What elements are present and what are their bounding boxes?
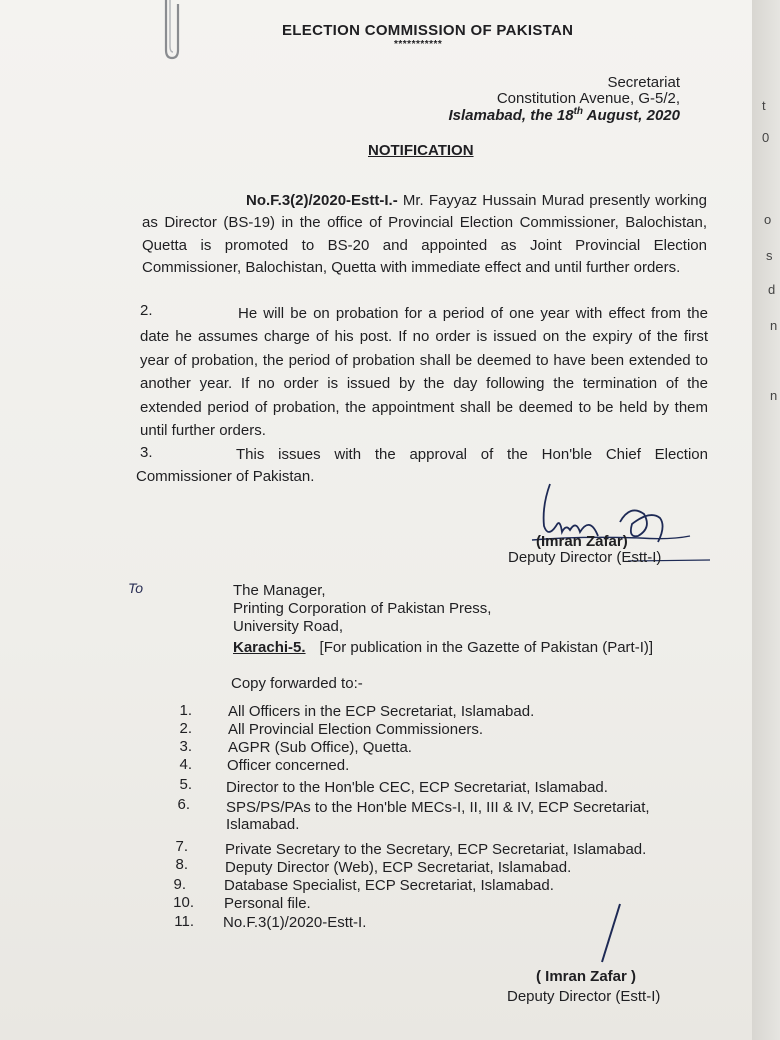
address-line-1: Secretariat xyxy=(607,74,680,91)
copy-item-number: 3. xyxy=(179,738,192,755)
copy-item-continued: Islamabad. xyxy=(226,816,300,833)
recipient-line-3: University Road, xyxy=(233,618,344,635)
paragraph-2-number: 2. xyxy=(140,302,153,319)
copy-item-number: 8. xyxy=(175,856,188,873)
copy-item: Private Secretary to the Secretary, ECP Secretariat, Islamabad. xyxy=(225,841,647,858)
reference-number: No.F.3(2)/2020-Estt-I.- xyxy=(246,192,398,209)
paper-clip-icon xyxy=(160,0,184,62)
paragraph-2: He will be on probation for a period of one year with effect from the date he assumes charge of his post. If no order is issued on the expiry of the first year of probation, the period of probation shall be deemed to have been extended to another year. If no order is issued by the day following the termination of the extended period of probation, the appointment shall be deemed to be held by them until further orders. xyxy=(140,305,708,440)
edge-mark: t xyxy=(762,98,766,113)
copy-forwarded-label: Copy forwarded to:- xyxy=(231,675,363,692)
signature-1-designation: Deputy Director (Estt-I) xyxy=(508,549,662,566)
adjacent-page-edge xyxy=(752,0,780,1040)
to-label: To xyxy=(128,580,144,596)
copy-item: Personal file. xyxy=(224,895,311,912)
organization-header: ELECTION COMMISSION OF PAKISTAN xyxy=(282,22,574,39)
paragraph-3-number: 3. xyxy=(140,444,153,461)
paragraph-3: This issues with the approval of the Hon'ble Chief Election Commissioner of Pakistan. xyxy=(136,446,708,485)
recipient-line-1: The Manager, xyxy=(233,582,326,599)
publication-note: [For publication in the Gazette of Pakistan (Part-I)] xyxy=(319,639,654,656)
copy-item-number: 9. xyxy=(173,876,186,893)
address-date: Islamabad, the 18th August, 2020 xyxy=(448,106,680,124)
copy-item: All Provincial Election Commissioners. xyxy=(228,721,484,738)
copy-item: Database Specialist, ECP Secretariat, Islamabad. xyxy=(224,877,554,894)
edge-mark: n xyxy=(770,318,778,333)
handwritten-signature-2 xyxy=(590,900,630,970)
copy-item: Deputy Director (Web), ECP Secretariat, Islamabad. xyxy=(225,859,572,876)
copy-item-number: 11. xyxy=(174,913,194,930)
address-line-2: Constitution Avenue, G-5/2, xyxy=(496,90,680,107)
edge-mark: n xyxy=(770,388,778,403)
paragraph-1 xyxy=(142,190,707,280)
notification-title: NOTIFICATION xyxy=(368,142,474,159)
edge-mark: d xyxy=(768,282,776,297)
signature-1-name: (Imran Zafar) xyxy=(536,533,628,550)
recipient-city-line xyxy=(233,639,653,657)
copy-item: Director to the Hon'ble CEC, ECP Secretariat, Islamabad. xyxy=(226,779,608,796)
copy-item-number: 2. xyxy=(179,720,192,737)
copy-item-number: 7. xyxy=(175,838,188,855)
copy-item-number: 4. xyxy=(179,756,192,773)
recipient-city: Karachi-5. xyxy=(233,639,306,656)
copy-item: Officer concerned. xyxy=(227,757,350,774)
header-stars: *********** xyxy=(394,39,443,50)
copy-item: AGPR (Sub Office), Quetta. xyxy=(228,739,412,756)
copy-item-number: 6. xyxy=(177,796,190,813)
signature-2-designation: Deputy Director (Estt-I) xyxy=(507,988,661,1005)
recipient-line-2: Printing Corporation of Pakistan Press, xyxy=(233,600,492,617)
edge-mark: 0 xyxy=(762,130,770,145)
edge-mark: s xyxy=(766,248,773,263)
paragraph-1-text: Mr. Fayyaz Hussain Murad presently working as Director (BS-19) in the office of Provincial Election Commissioner, Balochistan, Quetta is promoted to BS-20 and appointed as Joint Provincial Election Commissioner, Balochistan, Quetta with immediate effect and until further orders. xyxy=(142,192,707,277)
copy-item: No.F.3(1)/2020-Estt-I. xyxy=(223,914,367,931)
edge-mark: o xyxy=(764,212,772,227)
copy-item: All Officers in the ECP Secretariat, Islamabad. xyxy=(228,703,535,720)
copy-item-number: 5. xyxy=(179,776,192,793)
signature-2-name: ( Imran Zafar ) xyxy=(536,968,637,985)
copy-item-number: 1. xyxy=(179,702,192,719)
copy-item: SPS/PS/PAs to the Hon'ble MECs-I, II, III & IV, ECP Secretariat, xyxy=(226,799,650,816)
copy-item-number: 10. xyxy=(173,894,194,911)
